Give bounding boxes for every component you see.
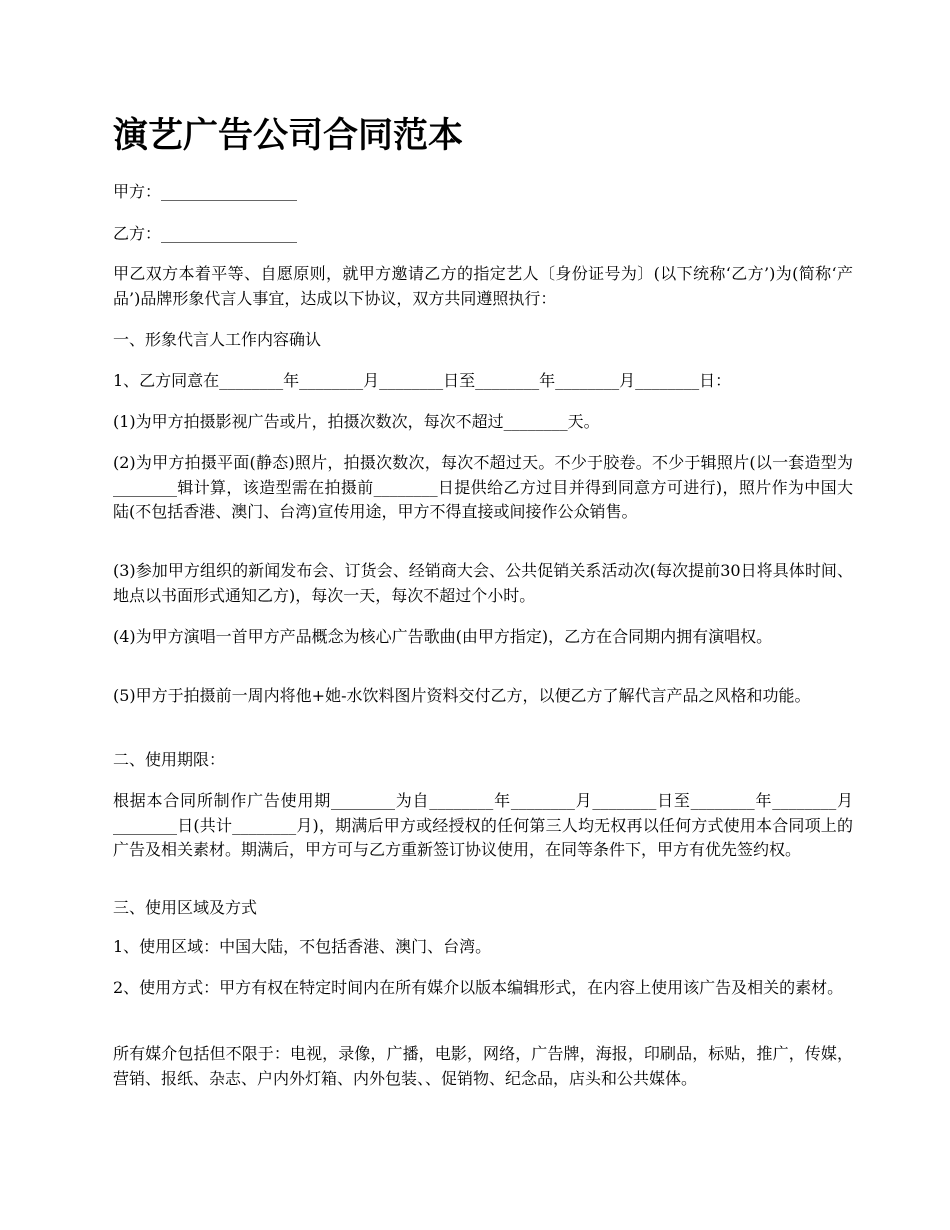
section-1-heading: 一、形象代言人工作内容确认 (113, 330, 322, 349)
document-title: 演艺广告公司合同范本 (113, 115, 464, 156)
section-3-media-list: 所有媒介包括但不限于：电视，录像，广播，电影，网络，广告牌，海报，印刷品，标贴，推广，传媒，营销、报纸、杂志、户内外灯箱、内外包装、、促销物、纪念品，店头和公共媒体。 (113, 1044, 853, 1088)
section-3-item-1: 1、使用区域：中国大陆，不包括香港、澳门、台湾。 (113, 937, 492, 956)
section-3-heading: 三、使用区域及方式 (113, 898, 258, 917)
party-b-line: 乙方：_________________ (113, 224, 298, 243)
section-1-subitem-5: (5)甲方于拍摄前一周内将他+她-水饮料图片资料交付乙方，以便乙方了解代言产品之风格和功能。 (113, 686, 811, 705)
intro-paragraph: 甲乙双方本着平等、自愿原则，就甲方邀请乙方的指定艺人〔身份证号为〕(以下统称‘乙方’)为(简称‘产品’)品牌形象代言人事宜，达成以下协议，双方共同遵照执行： (113, 264, 853, 308)
section-1-subitem-4: (4)为甲方演唱一首甲方产品概念为核心广告歌曲(由甲方指定)，乙方在合同期内拥有演唱权。 (113, 627, 773, 646)
section-1-subitem-2: (2)为甲方拍摄平面(静态)照片，拍摄次数次，每次不超过天。不少于胶卷。不少于辑照片(以一套造型为________辑计算，该造型需在拍摄前________日提供给乙方过目并得到同意方可进行)，照片作为中国大陆(不包括香港、澳门、台湾)宣传用途，甲方不得直接或间接作公众销售。 (113, 453, 853, 521)
section-3-item-2: 2、使用方式：甲方有权在特定时间内在所有媒介以版本编辑形式，在内容上使用该广告及相关的素材。 (113, 978, 844, 997)
section-1-item-1: 1、乙方同意在________年________月________日至________年________月________日： (113, 371, 732, 390)
section-1-subitem-3: (3)参加甲方组织的新闻发布会、订货会、经销商大会、公共促销关系活动次(每次提前30日将具体时间、地点以书面形式通知乙方)，每次一天，每次不超过个小时。 (113, 561, 853, 605)
section-2-heading: 二、使用期限： (113, 750, 226, 769)
party-a-line: 甲方：_________________ (113, 182, 298, 201)
section-2-body: 根据本合同所制作广告使用期________为自________年________月________日至________年________月________日(共计________月)，期满后甲方或经授权的任何第三人均无权再以任何方式使用本合同项上的广告及相关素材。期满后，甲方可与乙方重新签订协议使用，在同等条件下，甲方有优先签约权。 (113, 791, 853, 859)
section-1-subitem-1: (1)为甲方拍摄影视广告或片，拍摄次数次，每次不超过________天。 (113, 412, 600, 431)
